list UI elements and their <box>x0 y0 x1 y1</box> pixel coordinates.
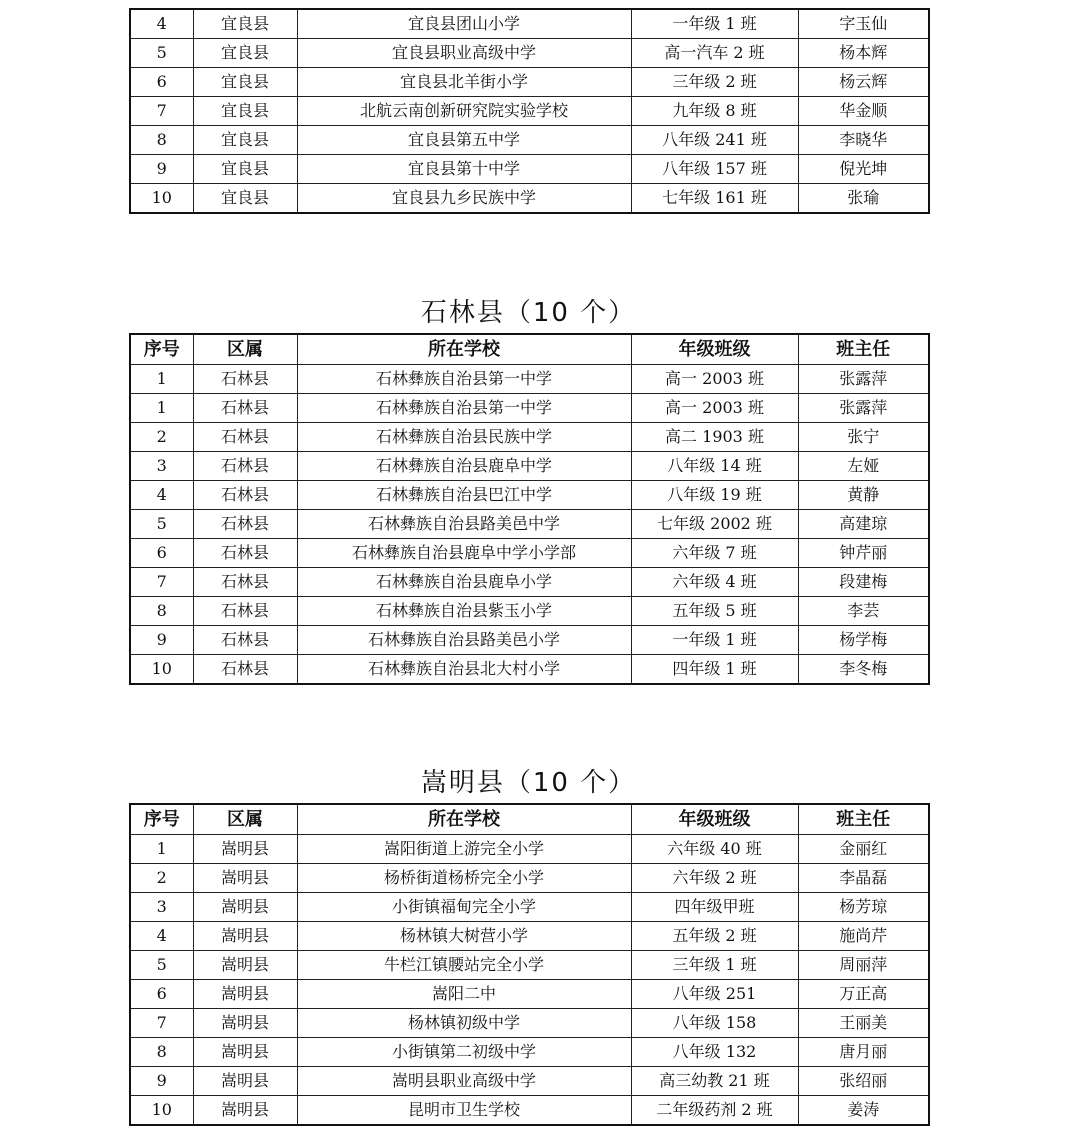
cell-district: 石林县 <box>193 539 297 568</box>
cell-class: 二年级药剂 2 班 <box>631 1096 798 1126</box>
cell-index: 5 <box>130 951 193 980</box>
cell-index: 6 <box>130 68 193 97</box>
cell-district: 石林县 <box>193 394 297 423</box>
cell-district: 宜良县 <box>193 39 297 68</box>
table-row <box>130 864 929 893</box>
cell-teacher: 钟芹丽 <box>798 539 929 568</box>
cell-district: 宜良县 <box>193 68 297 97</box>
cell-index: 6 <box>130 539 193 568</box>
cell-index: 9 <box>130 155 193 184</box>
table-row <box>130 97 929 126</box>
cell-district: 宜良县 <box>193 184 297 214</box>
header-teacher: 班主任 <box>798 334 929 365</box>
cell-district: 嵩明县 <box>193 922 297 951</box>
cell-class: 四年级甲班 <box>631 893 798 922</box>
table-row <box>130 655 929 685</box>
cell-teacher: 张露萍 <box>798 365 929 394</box>
cell-teacher: 杨云辉 <box>798 68 929 97</box>
cell-school: 宜良县团山小学 <box>297 9 631 39</box>
cell-school: 昆明市卫生学校 <box>297 1096 631 1126</box>
cell-teacher: 杨本辉 <box>798 39 929 68</box>
cell-school: 石林彝族自治县第一中学 <box>297 365 631 394</box>
cell-class: 高一 2003 班 <box>631 394 798 423</box>
header-class: 年级班级 <box>631 804 798 835</box>
cell-teacher: 高建琼 <box>798 510 929 539</box>
cell-district: 宜良县 <box>193 126 297 155</box>
cell-class: 三年级 2 班 <box>631 68 798 97</box>
cell-school: 石林彝族自治县鹿阜中学小学部 <box>297 539 631 568</box>
cell-index: 6 <box>130 980 193 1009</box>
cell-school: 石林彝族自治县鹿阜中学 <box>297 452 631 481</box>
cell-class: 高一汽车 2 班 <box>631 39 798 68</box>
cell-district: 石林县 <box>193 423 297 452</box>
table-row <box>130 394 929 423</box>
cell-school: 嵩阳二中 <box>297 980 631 1009</box>
cell-class: 六年级 4 班 <box>631 568 798 597</box>
roster-table <box>129 803 930 1126</box>
cell-district: 石林县 <box>193 452 297 481</box>
cell-school: 石林彝族自治县北大村小学 <box>297 655 631 685</box>
table-row <box>130 68 929 97</box>
cell-index: 8 <box>130 597 193 626</box>
table-row <box>130 39 929 68</box>
cell-school: 宜良县第五中学 <box>297 126 631 155</box>
table-body <box>130 9 929 213</box>
table-songming <box>129 803 928 1126</box>
cell-district: 嵩明县 <box>193 864 297 893</box>
cell-school: 石林彝族自治县鹿阜小学 <box>297 568 631 597</box>
cell-class: 三年级 1 班 <box>631 951 798 980</box>
table-row <box>130 568 929 597</box>
table-row <box>130 481 929 510</box>
table-row <box>130 1009 929 1038</box>
table-row <box>130 835 929 864</box>
table-row <box>130 626 929 655</box>
table-row <box>130 423 929 452</box>
table-shilin <box>129 333 928 685</box>
cell-teacher: 王丽美 <box>798 1009 929 1038</box>
cell-index: 5 <box>130 39 193 68</box>
cell-class: 八年级 132 <box>631 1038 798 1067</box>
table-row <box>130 980 929 1009</box>
cell-teacher: 张宁 <box>798 423 929 452</box>
cell-teacher: 李晓华 <box>798 126 929 155</box>
cell-school: 宜良县北羊街小学 <box>297 68 631 97</box>
cell-district: 石林县 <box>193 510 297 539</box>
cell-index: 4 <box>130 9 193 39</box>
cell-teacher: 字玉仙 <box>798 9 929 39</box>
table-row <box>130 365 929 394</box>
section-title-shilin: 石林县（10 个） <box>420 298 637 328</box>
cell-district: 嵩明县 <box>193 980 297 1009</box>
table-row <box>130 452 929 481</box>
cell-class: 六年级 2 班 <box>631 864 798 893</box>
cell-school: 小街镇第二初级中学 <box>297 1038 631 1067</box>
cell-teacher: 黄静 <box>798 481 929 510</box>
cell-school: 石林彝族自治县巴江中学 <box>297 481 631 510</box>
table-body <box>130 365 929 685</box>
cell-district: 石林县 <box>193 481 297 510</box>
cell-district: 石林县 <box>193 365 297 394</box>
cell-index: 10 <box>130 655 193 685</box>
cell-class: 八年级 14 班 <box>631 452 798 481</box>
cell-teacher: 金丽红 <box>798 835 929 864</box>
cell-school: 宜良县第十中学 <box>297 155 631 184</box>
cell-district: 宜良县 <box>193 155 297 184</box>
section-title-songming: 嵩明县（10 个） <box>420 768 637 798</box>
cell-teacher: 张绍丽 <box>798 1067 929 1096</box>
cell-teacher: 李芸 <box>798 597 929 626</box>
cell-class: 一年级 1 班 <box>631 626 798 655</box>
cell-teacher: 李冬梅 <box>798 655 929 685</box>
cell-index: 3 <box>130 452 193 481</box>
cell-class: 八年级 251 <box>631 980 798 1009</box>
cell-district: 宜良县 <box>193 97 297 126</box>
cell-index: 7 <box>130 1009 193 1038</box>
header-district: 区属 <box>193 804 297 835</box>
header-index: 序号 <box>130 804 193 835</box>
cell-teacher: 李晶磊 <box>798 864 929 893</box>
cell-district: 石林县 <box>193 597 297 626</box>
header-teacher: 班主任 <box>798 804 929 835</box>
table-row <box>130 184 929 214</box>
cell-class: 七年级 2002 班 <box>631 510 798 539</box>
cell-district: 嵩明县 <box>193 1096 297 1126</box>
cell-index: 4 <box>130 922 193 951</box>
cell-teacher: 杨芳琼 <box>798 893 929 922</box>
roster-table <box>129 8 930 214</box>
cell-district: 石林县 <box>193 655 297 685</box>
cell-school: 嵩阳街道上游完全小学 <box>297 835 631 864</box>
table-row <box>130 510 929 539</box>
cell-district: 嵩明县 <box>193 1009 297 1038</box>
cell-school: 牛栏江镇腰站完全小学 <box>297 951 631 980</box>
cell-class: 五年级 2 班 <box>631 922 798 951</box>
cell-class: 高三幼教 21 班 <box>631 1067 798 1096</box>
cell-class: 高二 1903 班 <box>631 423 798 452</box>
header-row <box>130 334 929 365</box>
cell-school: 小街镇福甸完全小学 <box>297 893 631 922</box>
table-row <box>130 1067 929 1096</box>
cell-index: 4 <box>130 481 193 510</box>
table-row <box>130 1096 929 1126</box>
cell-school: 宜良县职业高级中学 <box>297 39 631 68</box>
cell-index: 8 <box>130 1038 193 1067</box>
cell-class: 六年级 7 班 <box>631 539 798 568</box>
table-header <box>130 804 929 835</box>
cell-class: 一年级 1 班 <box>631 9 798 39</box>
cell-class: 四年级 1 班 <box>631 655 798 685</box>
table-row <box>130 539 929 568</box>
cell-index: 7 <box>130 568 193 597</box>
cell-teacher: 张瑜 <box>798 184 929 214</box>
header-school: 所在学校 <box>297 804 631 835</box>
cell-teacher: 华金顺 <box>798 97 929 126</box>
cell-district: 嵩明县 <box>193 835 297 864</box>
cell-district: 石林县 <box>193 568 297 597</box>
table-row <box>130 893 929 922</box>
cell-school: 石林彝族自治县路美邑小学 <box>297 626 631 655</box>
cell-index: 1 <box>130 394 193 423</box>
cell-index: 10 <box>130 1096 193 1126</box>
header-district: 区属 <box>193 334 297 365</box>
cell-district: 宜良县 <box>193 9 297 39</box>
table-row <box>130 1038 929 1067</box>
cell-index: 3 <box>130 893 193 922</box>
roster-table <box>129 333 930 685</box>
table-row <box>130 9 929 39</box>
cell-teacher: 姜涛 <box>798 1096 929 1126</box>
cell-district: 嵩明县 <box>193 1038 297 1067</box>
cell-index: 9 <box>130 1067 193 1096</box>
cell-class: 九年级 8 班 <box>631 97 798 126</box>
cell-class: 八年级 157 班 <box>631 155 798 184</box>
header-class: 年级班级 <box>631 334 798 365</box>
cell-school: 石林彝族自治县民族中学 <box>297 423 631 452</box>
table-row <box>130 922 929 951</box>
cell-school: 杨桥街道杨桥完全小学 <box>297 864 631 893</box>
header-school: 所在学校 <box>297 334 631 365</box>
cell-teacher: 段建梅 <box>798 568 929 597</box>
table-row <box>130 155 929 184</box>
cell-district: 石林县 <box>193 626 297 655</box>
cell-index: 5 <box>130 510 193 539</box>
cell-school: 宜良县九乡民族中学 <box>297 184 631 214</box>
cell-index: 2 <box>130 423 193 452</box>
cell-class: 六年级 40 班 <box>631 835 798 864</box>
cell-teacher: 杨学梅 <box>798 626 929 655</box>
cell-index: 1 <box>130 835 193 864</box>
cell-district: 嵩明县 <box>193 893 297 922</box>
table-row <box>130 597 929 626</box>
table-header <box>130 334 929 365</box>
cell-school: 嵩明县职业高级中学 <box>297 1067 631 1096</box>
cell-teacher: 周丽萍 <box>798 951 929 980</box>
cell-class: 八年级 241 班 <box>631 126 798 155</box>
cell-school: 石林彝族自治县第一中学 <box>297 394 631 423</box>
header-row <box>130 804 929 835</box>
cell-school: 石林彝族自治县路美邑中学 <box>297 510 631 539</box>
cell-class: 高一 2003 班 <box>631 365 798 394</box>
cell-district: 嵩明县 <box>193 951 297 980</box>
cell-teacher: 唐月丽 <box>798 1038 929 1067</box>
cell-class: 七年级 161 班 <box>631 184 798 214</box>
cell-school: 杨林镇初级中学 <box>297 1009 631 1038</box>
table-yiliang <box>129 8 928 214</box>
cell-teacher: 张露萍 <box>798 394 929 423</box>
cell-class: 五年级 5 班 <box>631 597 798 626</box>
table-body <box>130 835 929 1126</box>
cell-teacher: 左娅 <box>798 452 929 481</box>
cell-school: 石林彝族自治县紫玉小学 <box>297 597 631 626</box>
cell-class: 八年级 19 班 <box>631 481 798 510</box>
cell-index: 2 <box>130 864 193 893</box>
cell-index: 9 <box>130 626 193 655</box>
cell-index: 8 <box>130 126 193 155</box>
cell-district: 嵩明县 <box>193 1067 297 1096</box>
cell-school: 北航云南创新研究院实验学校 <box>297 97 631 126</box>
header-index: 序号 <box>130 334 193 365</box>
cell-teacher: 万正高 <box>798 980 929 1009</box>
cell-school: 杨林镇大树营小学 <box>297 922 631 951</box>
cell-index: 1 <box>130 365 193 394</box>
table-row <box>130 951 929 980</box>
cell-teacher: 倪光坤 <box>798 155 929 184</box>
cell-index: 7 <box>130 97 193 126</box>
cell-class: 八年级 158 <box>631 1009 798 1038</box>
table-row <box>130 126 929 155</box>
cell-index: 10 <box>130 184 193 214</box>
cell-teacher: 施尚芹 <box>798 922 929 951</box>
